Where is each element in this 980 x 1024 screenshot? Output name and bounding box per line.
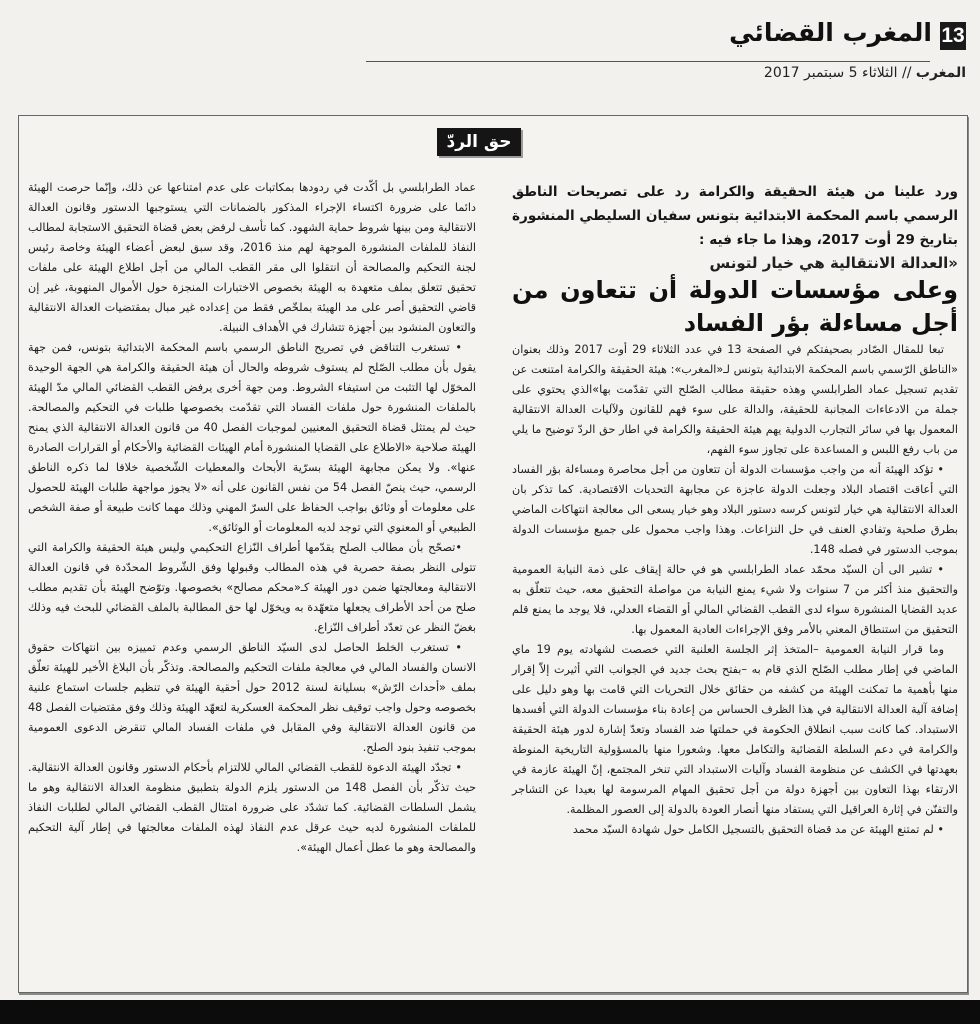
paragraph: •تصحّح بأن مطالب الصلح يقدّمها أطراف النّزاع التحكيمي وليس هيئة الحقيقة والكرامة التي تتولى النظر بصفة حصرية في هذه المطالب وقبولها وفق الشّروط المحدّدة في قانون العدالة الانتقالية ومعالجتها ضمن دور الهيئة كـ«محكم مصالح» بخصوصها. وتوّضح الهيئة بأن تقديم مطلب صلح من أحد الأطراف يجعلها متعهّدة به ويخوّل لها حق المطالبة بالملف القضائي للبحث فيه وذلك بغضّ النظر عن تعدّد أطراف النّزاع. [28,541,476,634]
article-column-left [28,178,476,858]
dateline-separator: // [901,65,912,81]
scan-edge [0,1000,980,1024]
paragraph: • تؤكد الهيئة أنه من واجب مؤسسات الدولة أن تتعاون من أجل محاصرة ومساءلة بؤر الفساد التي أعاقت اقتصاد البلاد وجعلت الدولة عاجزة عن مجابهة التحديات الاقتصادية. كما تذكر بان العدالة الانتقالية هي خيار لتونس كرسه دستور البلاد وهو خيار يسعى الى معالجة انتهاكات الماضي بطرق صلحية وتفادي العنف في حل النزاعات. وهذا واجب محمول على جميع مؤسسات الدولة بموجب الدستور في فصله 148. [512,463,958,556]
page-number-badge: 13 [940,22,966,50]
paragraph: • لم تمتنع الهيئة عن مد قضاة التحقيق بالتسجيل الكامل حول شهادة السيّد محمد [572,823,944,836]
paragraph: تبعا للمقال الصّادر بصحيفتكم في الصفحة 13 في عدد الثلاثاء 29 أوت 2017 وذلك بعنوان «الناطق الرّسمي باسم المحكمة الابتدائية بتونس لـ«المغرب»: هيئة الحقيقة والكرامة امتنعت عن تقديم تسجيل عماد الطرابلسي وهذه حقيقة مطالب الصّلح التي تقدّمت بها»الذي يحتوي على جملة من الادعاءات المجانبة للحقيقة، والدالة على سوء فهم للقانون ولآليات العدالة الانتقالية المعمول بها في سائر التجارب الدولية يهم هيئة الحقيقة والكرامة في اطار حق الردّ توضيح ما يلي من باب رفع اللبس و المساعدة على تجاوز سوء الفهم، [512,343,958,456]
publication-name: المغرب [915,65,966,81]
article-column-right [512,180,958,840]
masthead [366,18,966,81]
paragraph: • تشير الى أن السيّد محمّد عماد الطرابلسي هو في حالة إيقاف على ذمة النيابة العمومية والتحقيق منذ أكثر من 7 سنوات ولا شيء يمنع النيابة من مواصلة التحقيق معه، حيث تتعلّق به عديد القضايا المنشورة سواء لدى القطب القضائي المالي أو القضاء العدلي، فلا يوجد ما يمنع قلم التحقيق من استنطاق المعني بالأمر وفق الإجراءات العادية المعمول بها. [512,563,958,636]
section-tag: حق الردّ [437,128,521,156]
article-headline: وعلى مؤسسات الدولة أن تتعاون من أجل مساءلة بؤر الفساد [512,276,958,337]
paragraph: • تستغرب الخلط الحاصل لدى السيّد الناطق الرسمي وعدم تمييزه بين انتهاكات حقوق الانسان والفساد المالي في معالجة ملفات التحكيم والمصالحة. وتذكّر بأن البلاغ الأخير للهيئة تعلّق بملف «أحداث الرّش» بسليانة لسنة 2012 حول أحقية الهيئة في تنظيم جلسات استماع علنية بخصوصه وحول واجب توقيف نظر المحكمة العسكرية لتعهّد الهيئة وذلك وفق مقتضيات الفصل 48 من قانون العدالة الانتقالية وفي المقابل في ملفات الفساد المالي تنقرض الدعوى العمومية بموجب تنفيذ بنود الصلح. [28,641,476,754]
paragraph: • تستغرب التناقض في تصريح الناطق الرسمي باسم المحكمة الابتدائية بتونس، فمن جهة يقول بأن مطلب الصّلح لم يستوف شروطه والحال أن هيئة الحقيقة والكرامة هي الجهة الوحيدة المخوّل لها التثبت من استيفاء الشروط. ومن جهة أخرى يرفض القطب القضائي المالي مدّ الهيئة بالملفات المنشورة حول ملفات الفساد التي تقدّمت بخصوصها طلبات في التحكيم والمصالحة. حيث لم يمتثل قضاة التحقيق المعنيين لموجبات الفصل 40 من قانون العدالة الانتقالية الذي يمنح الهيئة صلاحية «الاطلاع على القضايا المنشورة أمام الهيئات القضائية والأحكام أو القرارات الصادرة عنها». ولا يمكن مجابهة الهيئة بسرّية الأبحاث والمعطيات الشّخصية خلافا لما ذكره الناطق الرسمي، حيث ينصّ الفصل 54 من نفس القانون على أنه «لا يجوز مواجهة طلبات الهيئة للحصول على معلومات أو وثائق بواجب الحفاظ على السرّ المهني وذلك مهما كانت طبيعة أو صفة الشخص الطبيعي أو المعنوي التي توجد لديه المعلومات أو الوثائق». [28,341,477,534]
dateline [764,65,966,81]
paragraph: • تجدّد الهيئة الدعوة للقطب القضائي المالي للالتزام بأحكام الدستور وقانون العدالة الانتقالية. حيث تذكّر بأن الفصل 148 من الدستور يلزم الدولة بتطبيق منظومة العدالة الانتقالية وهو ما يشمل السلطات القضائية. كما تشدّد على ضرورة امتثال القطب القضائي المالي لطلبات النفاذ للملفات المنشورة لديه حيث عرقل عدم النفاذ لهذه الملفات معالجتها في إطار آلية التحكيم والمصالحة وهو ما عطل أعمال الهيئة». [28,761,476,854]
paragraph: وما قرار النيابة العمومية –المتخذ إثر الجلسة العلنية التي خصصت لشهادته يوم 19 ماي الماضي في إطار مطلب الصّلح الذي قام به –بفتح بحث جديد في الجوانب التي أثيرت إلاّ إقرار منها بأهمية ما تمكنت الهيئة من كشفه من حقائق خلال التحريات التي قامت بها وهو دليل على إضافة آلية العدالة الانتقالية في هذا الظرف الحساس من إعادة بناء مؤسسات الدولة التي أفسدها الاستبداد. كما كانت سبب انطلاق الحكومة في حملتها ضد الفساد وتعدّ إشارة لدور هيئة الحقيقة والكرامة في دعم السلطة القضائية والتكامل معها. وشعورا منها بالمسؤولية التاريخية المنوطة بعهدتها في الكشف عن منظومة الفساد وآليات الاستبداد التي تنخر المجتمع، إنّ الهيئة عازمة في الارتقاء بهذا التعاون بين أجهزة دولة من أجل تحقيق المهام المرسومة لها بعيدا عن التشاجر والتفنّن في إثارة العراقيل التي يستفاد منها أنصار العودة بالدولة إلى العصور المظلمة. [512,643,958,816]
article-lead: ورد علينا من هيئة الحقيقة والكرامة رد على تصريحات الناطق الرسمي باسم المحكمة الابتدائية بتونس سفيان السليطي المنشورة بتاريخ 29 أوت 2017، وهذا ما جاء فيه : [512,184,958,248]
issue-date: الثلاثاء 5 سبتمبر 2017 [763,65,898,81]
paragraph: عماد الطرابلسي بل أكّدت في ردودها بمكاتبات على عدم امتناعها عن ذلك، وإنّما حرصت الهيئة دائما على ضرورة اكتساء الإجراء المذكور بالضمانات التي يستوجبها الدستور وقانون العدالة الانتقالية ومن بينها شروط حماية الشهود. كما تأسف لرفض بعض قضاة التحقيق الاستجابة لمطالب النفاذ للملفات المنشورة الموجهة لهم منذ 2016، وقد سبق لبعض أعضاء الهيئة وخاصة رئيس لجنة التحكيم والمصالحة أن انتقلوا الى مقر القطب المالي من أجل اطلاع الهيئة على ملفات تحقيق تتعلق بملف متعهدة به الهيئة بخصوص الاختبارات المنجزة حول الأموال المنهوبة، غير إن قاضي التحقيق أصر على مد الهيئة بملخّص فقط من إعداده غير مبال بمقتضيات العدالة الانتقالية والتعاون المنشود بين أجهزة تتشارك في الأهداف النبيلة. [28,181,476,334]
section-title: المغرب القضائي [729,18,932,47]
article-kicker: «العدالة الانتقالية هي خيار لتونس [709,254,958,272]
header-divider [366,61,930,62]
